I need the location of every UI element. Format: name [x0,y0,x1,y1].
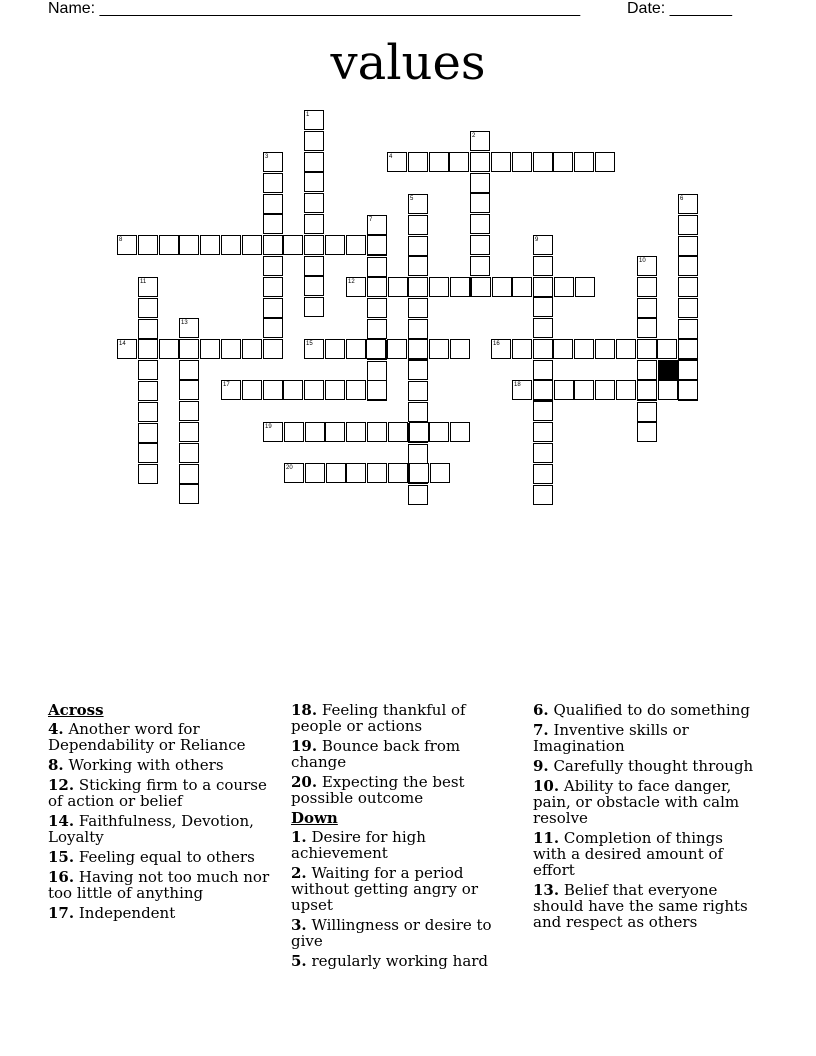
clue-number-label: 8 [119,237,123,243]
clue-text: Qualified to do something [548,701,750,719]
clue-text: Bounce back from change [291,737,461,771]
crossword-cell[interactable] [388,277,408,297]
clue-number: 3. [291,916,307,934]
crossword-cell[interactable] [678,256,698,276]
clue-number-label: 14 [119,341,126,347]
across-heading: Across [48,701,104,719]
crossword-cell[interactable] [325,339,345,359]
clue-text: Expecting the best possible outcome [291,773,465,807]
clue-number: 9. [533,757,549,775]
clue-number-label: 3 [265,154,269,160]
crossword-cell[interactable] [408,277,428,297]
crossword-cell[interactable] [470,214,490,234]
crossword-cell[interactable] [367,380,387,400]
crossword-cell[interactable] [470,152,490,172]
crossword-cell[interactable] [408,402,428,422]
crossword-cell[interactable] [408,256,428,276]
crossword-cell[interactable] [179,339,199,359]
crossword-cell[interactable] [429,277,449,297]
crossword-cell[interactable] [470,193,490,213]
crossword-cell[interactable] [574,152,594,172]
clues-column-3 [533,702,758,934]
clue-text: Waiting for a period without getting angry or upset [291,864,478,914]
crossword-cell[interactable] [533,277,553,297]
crossword-cell[interactable] [678,380,698,400]
clue-number-label: 5 [410,196,414,202]
clue-item [48,869,273,901]
crossword-cell[interactable] [388,422,408,442]
crossword-cell[interactable] [325,422,345,442]
clue-number: 16. [48,868,75,886]
crossword-cell[interactable] [408,215,428,235]
clue-item [48,721,273,753]
crossword-cell[interactable] [678,277,698,297]
clue-text: Another word for Dependability or Reliance [48,720,246,754]
clue-number: 8. [48,756,64,774]
crossword-cell[interactable] [533,297,553,317]
crossword-cell[interactable] [179,464,199,484]
crossword-cell[interactable] [366,339,386,359]
crossword-cell[interactable] [346,235,366,255]
crossword-cell[interactable] [304,131,324,151]
crossword-cell[interactable] [346,339,366,359]
clue-number: 4. [48,720,64,738]
crossword-cell[interactable] [429,152,449,172]
clue-number-label: 17 [223,382,230,388]
crossword-cell[interactable] [263,173,283,193]
crossword-cell[interactable] [616,380,636,400]
clue-number: 5. [291,952,307,970]
crossword-cell[interactable] [533,318,553,338]
clue-item [48,849,273,865]
crossword-cell[interactable] [637,422,657,442]
crossword-cell[interactable] [409,422,429,442]
crossword-cell[interactable] [304,380,324,400]
crossword-cell[interactable] [408,339,428,359]
crossword-cell[interactable] [678,339,698,359]
clue-text: Inventive skills or Imagination [533,721,689,755]
crossword-cell[interactable] [367,277,387,297]
clue-number: 1. [291,828,307,846]
clue-item [291,865,519,913]
crossword-cell[interactable] [326,463,346,483]
clue-text: Carefully thought through [548,757,754,775]
crossword-cell[interactable] [408,444,428,464]
clue-text: Completion of things with a desired amount of effort [533,829,724,879]
crossword-cell[interactable] [637,360,657,380]
crossword-cell[interactable] [616,339,636,359]
clue-number: 13. [533,881,560,899]
crossword-cell[interactable] [574,339,594,359]
clue-number-label: 20 [286,465,293,471]
crossword-cell[interactable] [138,402,158,422]
clue-item [48,757,273,773]
crossword-cell[interactable] [138,360,158,380]
crossword-cell[interactable] [637,277,657,297]
crossword-cell[interactable] [263,318,283,338]
crossword-cell[interactable] [533,256,553,276]
crossword-cell[interactable] [367,319,387,339]
clue-number: 11. [533,829,560,847]
crossword-cell[interactable] [512,152,532,172]
clue-item [291,702,519,734]
crossword-cell[interactable] [138,319,158,339]
clue-number-label: 12 [348,279,355,285]
crossword-cell[interactable] [263,235,283,255]
crossword-cell[interactable] [325,380,345,400]
crossword-cell[interactable] [408,236,428,256]
clue-item [291,917,519,949]
crossword-cell[interactable] [387,339,407,359]
date-field-label: Date: _______ [627,0,732,17]
down-heading: Down [291,809,338,827]
clue-number: 17. [48,904,75,922]
crossword-cell[interactable] [138,339,158,359]
crossword-cell[interactable] [179,360,199,380]
crossword-cell[interactable] [533,339,553,359]
crossword-cell[interactable] [304,256,324,276]
clue-text: Feeling equal to others [74,848,255,866]
clue-number: 10. [533,777,560,795]
clue-item [533,758,758,774]
clue-number: 19. [291,737,318,755]
crossword-cell[interactable] [553,152,573,172]
crossword-cell[interactable] [304,152,324,172]
clue-text: Sticking firm to a course of action or belief [48,776,267,810]
crossword-cell[interactable] [533,464,553,484]
crossword-cell[interactable] [367,361,387,381]
crossword-cell[interactable] [346,422,366,442]
crossword-cell[interactable] [574,380,594,400]
clue-number-label: 16 [493,341,500,347]
crossword-cell[interactable] [179,401,199,421]
crossword-cell[interactable] [304,297,324,317]
crossword-cell[interactable] [408,360,428,380]
clue-number: 2. [291,864,307,882]
clues-column-2 [291,702,519,973]
crossword-cell[interactable] [533,360,553,380]
clue-item [48,905,273,921]
crossword-cell[interactable] [263,256,283,276]
crossword-cell[interactable] [159,339,179,359]
clue-item [48,777,273,809]
clue-item [533,882,758,930]
clue-text: Having not too much nor too little of anything [48,868,270,902]
crossword-cell[interactable] [408,381,428,401]
crossword-cell[interactable] [533,152,553,172]
crossword-cell[interactable] [242,235,262,255]
crossword-cell[interactable] [138,443,158,463]
crossword-cell[interactable] [678,319,698,339]
crossword-cell[interactable] [408,298,428,318]
crossword-cell[interactable] [179,422,199,442]
crossword-cell[interactable] [263,214,283,234]
crossword-cell[interactable] [471,277,491,297]
clue-number: 18. [291,701,318,719]
crossword-cell[interactable] [138,464,158,484]
crossword-cell[interactable] [554,380,574,400]
crossword-cell[interactable] [470,173,490,193]
crossword-cell[interactable] [263,194,283,214]
crossword-cell[interactable] [367,235,387,255]
crossword-cell[interactable] [304,172,324,192]
crossword-cell[interactable] [346,463,366,483]
crossword-cell[interactable] [304,214,324,234]
crossword-cell[interactable] [409,463,429,483]
clue-number: 14. [48,812,75,830]
clue-text: Faithfulness, Devotion, Loyalty [48,812,254,846]
clue-item [291,738,519,770]
clue-number-label: 13 [181,320,188,326]
crossword-cell[interactable] [637,298,657,318]
clue-text: regularly working hard [306,952,489,970]
crossword-cell[interactable] [554,277,574,297]
clue-number: 15. [48,848,75,866]
clue-item [533,702,758,718]
clue-item [533,778,758,826]
crossword-cell[interactable] [657,339,677,359]
clue-item [291,829,519,861]
clue-number: 7. [533,721,549,739]
crossword-cell[interactable] [450,339,470,359]
crossword-cell[interactable] [138,298,158,318]
crossword-cell[interactable] [200,339,220,359]
crossword-cell[interactable] [492,277,512,297]
clues-column-1 [48,702,273,925]
clue-text: Belief that everyone should have the same rights and respect as others [533,881,748,931]
crossword-cell[interactable] [637,318,657,338]
crossword-cell[interactable] [263,339,283,359]
crossword-cell[interactable] [678,215,698,235]
name-field-label: Name: ______________________________________________________ [48,0,581,17]
crossword-cell[interactable] [429,422,449,442]
crossword-cell[interactable] [533,380,553,400]
crossword-cell[interactable] [367,422,387,442]
crossword-cell[interactable] [200,235,220,255]
page-title: values [330,35,486,91]
crossword-cell[interactable] [533,401,553,421]
crossword-cell[interactable] [637,380,657,400]
crossword-cell[interactable] [263,380,283,400]
crossword-cell[interactable] [637,339,657,359]
crossword-cell[interactable] [325,235,345,255]
crossword-cell[interactable] [658,380,678,400]
crossword-cell[interactable] [138,381,158,401]
crossword-cell[interactable] [179,484,199,504]
crossword-cell[interactable] [491,152,511,172]
crossword-cell[interactable] [367,257,387,277]
clue-number-label: 11 [140,279,147,285]
crossword-cell[interactable] [159,235,179,255]
clue-number-label: 19 [265,424,272,430]
clue-text: Independent [74,904,176,922]
clue-number-label: 9 [535,237,539,243]
crossword-cell[interactable] [595,339,615,359]
clue-text: Willingness or desire to give [291,916,492,950]
crossword-cell[interactable] [138,235,158,255]
crossword-cell[interactable] [304,235,324,255]
crossword-cell[interactable] [678,236,698,256]
crossword-cell[interactable] [367,463,387,483]
crossword-cell[interactable] [283,235,303,255]
clue-item [48,813,273,845]
crossword-cell[interactable] [179,235,199,255]
clue-number-label: 10 [639,258,646,264]
black-cell [658,360,678,380]
crossword-cell[interactable] [388,463,408,483]
clue-text: Ability to face danger, pain, or obstacle with calm resolve [533,777,740,827]
crossword-cell[interactable] [553,339,573,359]
clue-number-label: 15 [306,341,313,347]
crossword-cell[interactable] [305,422,325,442]
clue-item [291,953,519,969]
crossword-cell[interactable] [305,463,325,483]
crossword-cell[interactable] [304,193,324,213]
crossword-cell[interactable] [179,443,199,463]
crossword-cell[interactable] [346,380,366,400]
crossword-cell[interactable] [678,360,698,380]
clue-number-label: 1 [306,112,310,118]
crossword-cell[interactable] [470,256,490,276]
clue-item [533,830,758,878]
crossword-cell[interactable] [221,339,241,359]
clue-text: Desire for high achievement [291,828,426,862]
crossword-cell[interactable] [450,422,470,442]
crossword-cell[interactable] [430,463,450,483]
crossword-cell[interactable] [512,277,532,297]
crossword-cell[interactable] [283,380,303,400]
crossword-cell[interactable] [512,339,532,359]
crossword-cell[interactable] [575,277,595,297]
clue-number-label: 7 [369,217,373,223]
crossword-cell[interactable] [263,277,283,297]
clue-number-label: 6 [680,196,684,202]
crossword-cell[interactable] [304,276,324,296]
crossword-cell[interactable] [429,339,449,359]
crossword-cell[interactable] [367,298,387,318]
crossword-cell[interactable] [533,422,553,442]
clue-item [533,722,758,754]
clue-number: 6. [533,701,549,719]
crossword-cell[interactable] [408,319,428,339]
crossword-cell[interactable] [595,152,615,172]
crossword-cell[interactable] [284,422,304,442]
clue-number: 12. [48,776,75,794]
crossword-cell[interactable] [138,423,158,443]
crossword-cell[interactable] [449,152,469,172]
crossword-cell[interactable] [408,485,428,505]
clue-number-label: 2 [472,133,476,139]
crossword-cell[interactable] [242,380,262,400]
crossword-cell[interactable] [637,402,657,422]
crossword-cell[interactable] [263,298,283,318]
clue-text: Working with others [63,756,224,774]
crossword-cell[interactable] [221,235,241,255]
crossword-cell[interactable] [533,485,553,505]
clue-number: 20. [291,773,318,791]
crossword-cell[interactable] [533,443,553,463]
crossword-cell[interactable] [408,152,428,172]
crossword-cell[interactable] [678,298,698,318]
crossword-cell[interactable] [450,277,470,297]
crossword-cell[interactable] [242,339,262,359]
clue-number-label: 18 [514,382,521,388]
crossword-cell[interactable] [595,380,615,400]
crossword-cell[interactable] [179,380,199,400]
clue-text: Feeling thankful of people or actions [291,701,466,735]
clue-number-label: 4 [389,154,393,160]
clue-item [291,774,519,806]
crossword-cell[interactable] [470,235,490,255]
